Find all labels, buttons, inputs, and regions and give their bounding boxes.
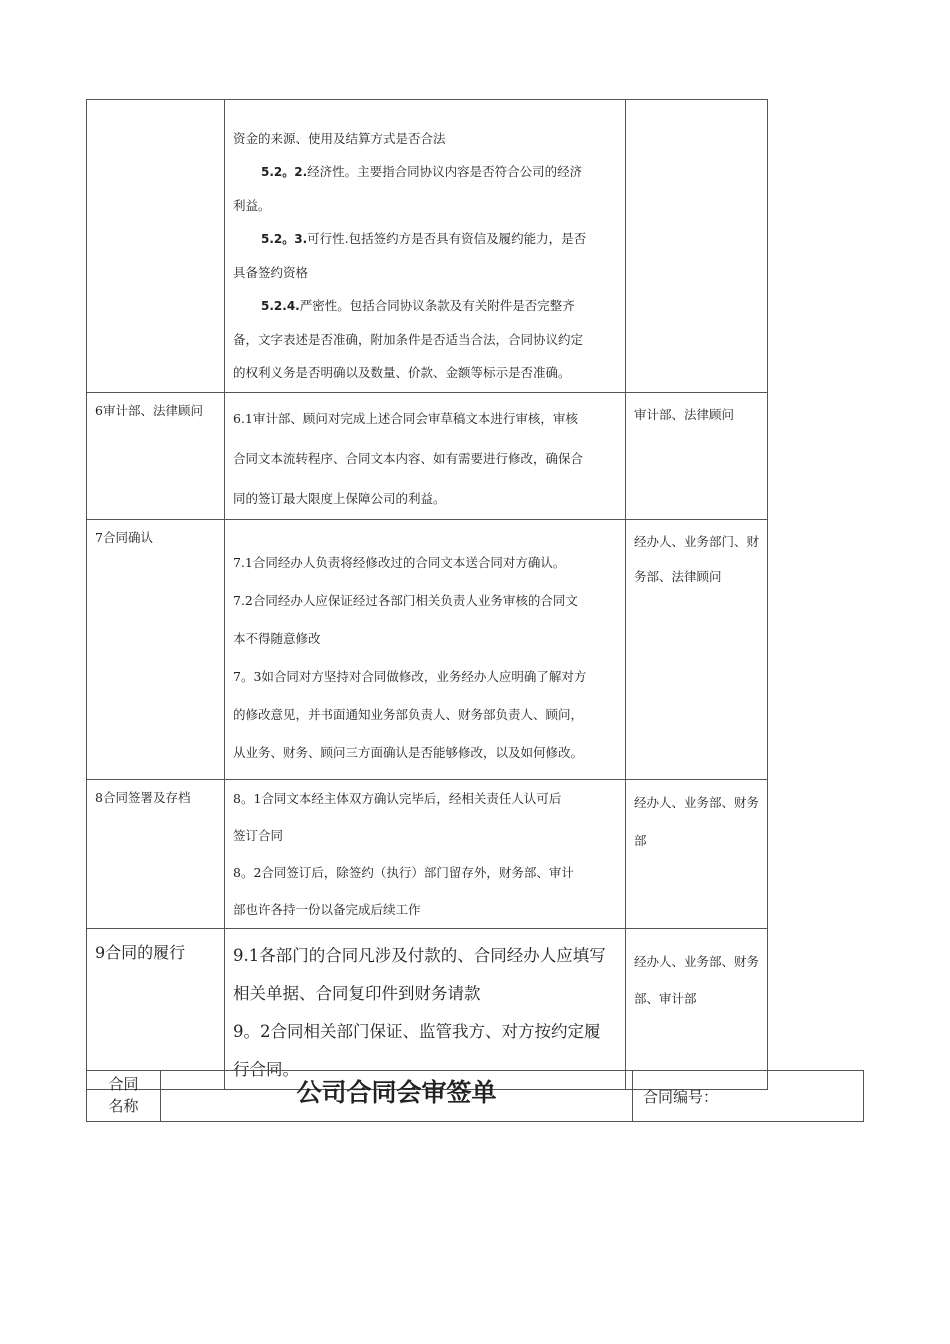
content-line: 8。2合同签订后，除签约（执行）部门留存外，财务部、审计 — [233, 865, 574, 880]
content-line: 备，文字表述是否准确，附加条件是否适当合法，合同协议约定 — [233, 332, 584, 347]
step-label — [87, 100, 224, 104]
table-row — [87, 520, 768, 780]
content-line: 行合同。 — [233, 1060, 299, 1079]
content-line: 9。2合同相关部门保证、监管我方、对方按约定履 — [233, 1022, 601, 1041]
table-row — [87, 393, 768, 520]
contract-name-label — [87, 1071, 161, 1121]
process-table — [86, 99, 768, 1090]
step-label: 8合同签署及存档 — [95, 790, 191, 805]
content-line: 5.2.4.严密性。包括合同协议条款及有关附件是否完整齐 — [261, 298, 575, 313]
content-line: 资金的来源、使用及结算方式是否合法 — [233, 131, 446, 146]
step-label-cell — [87, 780, 225, 929]
table-row — [87, 100, 768, 393]
content-line: 本不得随意修改 — [233, 631, 321, 646]
content-line: 利益。 — [233, 198, 271, 213]
contract-name-label-line: 名称 — [108, 1097, 139, 1115]
content-line: 9.1各部门的合同凡涉及付款的、合同经办人应填写 — [233, 946, 606, 965]
table-row — [87, 929, 768, 1090]
step-label: 6审计部、法律顾问 — [95, 403, 203, 418]
content-line: 相关单据、合同复印件到财务请款 — [233, 984, 481, 1003]
content-line: 8。1合同文本经主体双方确认完毕后，经相关责任人认可后 — [233, 791, 562, 806]
contract-number-field[interactable] — [633, 1071, 863, 1121]
step-content-cell — [225, 929, 626, 1090]
step-label-cell — [87, 520, 225, 780]
responsible-parties: 经办人、业务部、财务部、审计部 — [634, 954, 760, 1006]
step-content-cell — [225, 780, 626, 929]
step-content-cell — [225, 100, 626, 393]
step-label: 9合同的履行 — [95, 943, 186, 962]
content-line: 的修改意见，并书面通知业务部负责人、财务部负责人、顾问， — [233, 707, 584, 722]
responsible-cell — [626, 929, 768, 1090]
responsible-cell — [626, 393, 768, 520]
contract-name-label-line: 合同 — [108, 1075, 139, 1093]
content-line: 6.1审计部、顾问对完成上述合同会审草稿文本进行审核，审核 — [233, 411, 578, 426]
content-line: 的权利义务是否明确以及数量、价款、金额等标示是否准确。 — [233, 365, 571, 380]
responsible-parties — [626, 100, 767, 104]
responsible-cell — [626, 100, 768, 393]
content-line: 同的签订最大限度上保障公司的利益。 — [233, 491, 446, 506]
content-line: 5.2。3.可行性.包括签约方是否具有资信及履约能力，是否 — [261, 231, 587, 246]
content-line: 从业务、财务、顾问三方面确认是否能够修改，以及如何修改。 — [233, 745, 584, 760]
responsible-cell — [626, 520, 768, 780]
content-line: 7。3如合同对方坚持对合同做修改，业务经办人应明确了解对方 — [233, 669, 587, 684]
content-line: 合同文本流转程序、合同文本内容、如有需要进行修改，确保合 — [233, 451, 584, 466]
step-label-cell — [87, 929, 225, 1090]
content-line: 签订合同 — [233, 828, 284, 843]
step-label-cell — [87, 100, 225, 393]
contract-number-label: 合同编号： — [643, 1088, 719, 1106]
content-line: 7.2合同经办人应保证经过各部门相关负责人业务审核的合同文 — [233, 593, 578, 608]
sign-sheet-title: 公司合同会审签单 — [296, 1078, 497, 1107]
step-label-cell — [87, 393, 225, 520]
content-line: 7.1合同经办人负责将经修改过的合同文本送合同对方确认。 — [233, 555, 566, 570]
responsible-parties: 经办人、业务部门、财务部、法律顾问 — [634, 534, 760, 584]
content-line: 5.2。2.经济性。主要指合同协议内容是否符合公司的经济 — [261, 164, 583, 179]
content-line: 部也许各持一份以备完成后续工作 — [233, 902, 421, 917]
step-label: 7合同确认 — [95, 530, 153, 545]
content-line: 具备签约资格 — [233, 265, 309, 280]
contract-name-field[interactable] — [161, 1071, 633, 1121]
step-content-cell — [225, 520, 626, 780]
responsible-parties: 审计部、法律顾问 — [634, 407, 735, 422]
responsible-parties: 经办人、业务部、财务部 — [634, 795, 760, 848]
responsible-cell — [626, 780, 768, 929]
table-row — [87, 780, 768, 929]
step-content-cell — [225, 393, 626, 520]
contract-review-sign-sheet — [86, 1070, 864, 1122]
